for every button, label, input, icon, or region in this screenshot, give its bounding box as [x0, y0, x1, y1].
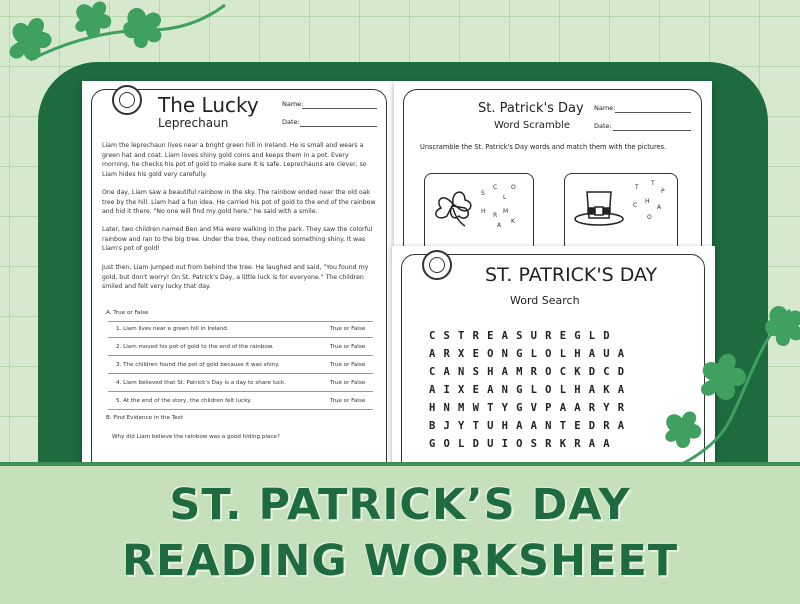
question-text: 3. The children found the pot of gold because it was shiny.: [116, 362, 280, 368]
question-text: 4. Liam believed that St. Patrick's Day is a day to share luck.: [116, 380, 286, 386]
divider: [108, 321, 373, 322]
word-search-row[interactable]: CANSHAMROCKDCD: [429, 366, 633, 378]
banner-title-line2: READING WORKSHEET: [121, 536, 679, 586]
name-field[interactable]: [615, 112, 691, 113]
scramble-letter: K: [511, 218, 515, 225]
banner-title-line1: ST. PATRICK’S DAY: [169, 480, 631, 530]
scramble-letter: M: [503, 208, 509, 215]
story-paragraph: Liam the leprechaun lives near a bright green hill in Ireland. He is small and wears a green hat and coat. Liam loves shiny gold coins and keeps them in a pot. Every morning, he checks his pot of gold to make sure it is safe. Leprechauns are clever, so Liam hides his gold very carefully.: [102, 142, 367, 178]
scramble-letter: C: [493, 184, 498, 191]
word-search-row[interactable]: BJYTUHAANTEDRA: [429, 420, 633, 432]
word-search-row[interactable]: HNMWTYGVPAARYR: [429, 402, 633, 414]
word-search-row[interactable]: CSTREASUREGLD: [429, 330, 618, 342]
worksheet-reading: [82, 81, 396, 466]
question-text: 2. Liam moved his pot of gold to the end of the rainbow.: [116, 344, 274, 350]
section-heading: A. True or False: [106, 310, 149, 316]
true-false-choice[interactable]: True or False: [330, 326, 366, 332]
scramble-letter: O: [511, 184, 516, 191]
question-text: 5. At the end of the story, the children felt lucky.: [116, 398, 252, 404]
scramble-letter: P: [661, 188, 665, 195]
scramble-letter: A: [497, 222, 502, 229]
title-banner: [0, 462, 800, 604]
scramble-letter: T: [651, 180, 655, 187]
worksheet-subtitle: Word Scramble: [494, 120, 570, 131]
shamrock-icon: [433, 184, 473, 228]
divider: [108, 409, 373, 410]
section-heading: B. Find Evidence in the Text: [106, 415, 184, 421]
scramble-letter: C: [633, 202, 638, 209]
date-field[interactable]: [613, 130, 691, 131]
worksheet-word-scramble: [394, 81, 712, 251]
evidence-question: Why did Liam believe the rainbow was a good hiding place?: [112, 434, 280, 440]
name-field[interactable]: [302, 108, 377, 109]
coin-icon: [422, 250, 452, 280]
date-label: Date:: [594, 122, 612, 130]
scramble-letter: L: [503, 194, 507, 201]
scramble-letter: H: [481, 208, 486, 215]
divider: [108, 373, 373, 374]
scramble-box: [424, 173, 534, 251]
divider: [108, 355, 373, 356]
clover-leaf-icon: [640, 300, 800, 470]
instruction-text: Unscramble the St. Patrick's Day words and match them with the pictures.: [420, 143, 667, 151]
worksheet-title: Leprechaun: [158, 116, 229, 130]
scramble-box: [564, 173, 678, 251]
date-field[interactable]: [300, 126, 377, 127]
worksheet-title: The Lucky: [158, 93, 259, 117]
divider: [108, 337, 373, 338]
word-search-title: ST. PATRICK'S DAY: [485, 264, 658, 286]
true-false-choice[interactable]: True or False: [330, 398, 366, 404]
scramble-letter: T: [635, 184, 639, 191]
name-label: Name:: [594, 104, 616, 112]
true-false-choice[interactable]: True or False: [330, 344, 366, 350]
scramble-letter: R: [493, 212, 498, 219]
scramble-letter: A: [657, 204, 662, 211]
word-search-row[interactable]: AIXEANGLOLHAKA: [429, 384, 633, 396]
name-label: Name:: [282, 100, 304, 108]
leprechaun-hat-icon: [573, 188, 625, 228]
story-paragraph: One day, Liam saw a beautiful rainbow in the sky. The rainbow ended near the old oak tree by the hill. Liam had a fun idea. He carried his pot of gold to the end of the rainbow and hid it there. "No one will find my gold here," he said with a smile.: [102, 189, 376, 216]
story-paragraph: Just then, Liam jumped out from behind the tree. He laughed and said, "You found my gold, but don't worry! On St. Patrick's Day, a little luck is for everyone." The children smiled and felt very lucky that day.: [102, 264, 369, 291]
worksheet-title: St. Patrick's Day: [478, 101, 584, 116]
date-label: Date:: [282, 118, 300, 126]
scramble-letter: H: [645, 198, 650, 205]
divider: [108, 391, 373, 392]
scramble-letter: S: [481, 190, 485, 197]
coin-icon: [112, 85, 142, 115]
scramble-letter: O: [647, 214, 652, 221]
true-false-choice[interactable]: True or False: [330, 380, 366, 386]
story-paragraph: Later, two children named Ben and Mia were walking in the park. They saw the colorful rainbow and ran to the big tree. Under the tree, they noticed something shiny. It was Liam's pot of gold!: [102, 226, 373, 253]
word-search-row[interactable]: ARXEONGLOLHAUA: [429, 348, 633, 360]
true-false-choice[interactable]: True or False: [330, 362, 366, 368]
question-text: 1. Liam lives near a green hill in Ireland.: [116, 326, 229, 332]
word-search-subtitle: Word Search: [510, 294, 580, 307]
word-search-row[interactable]: GOLDUIOSRKRAA: [429, 438, 618, 450]
